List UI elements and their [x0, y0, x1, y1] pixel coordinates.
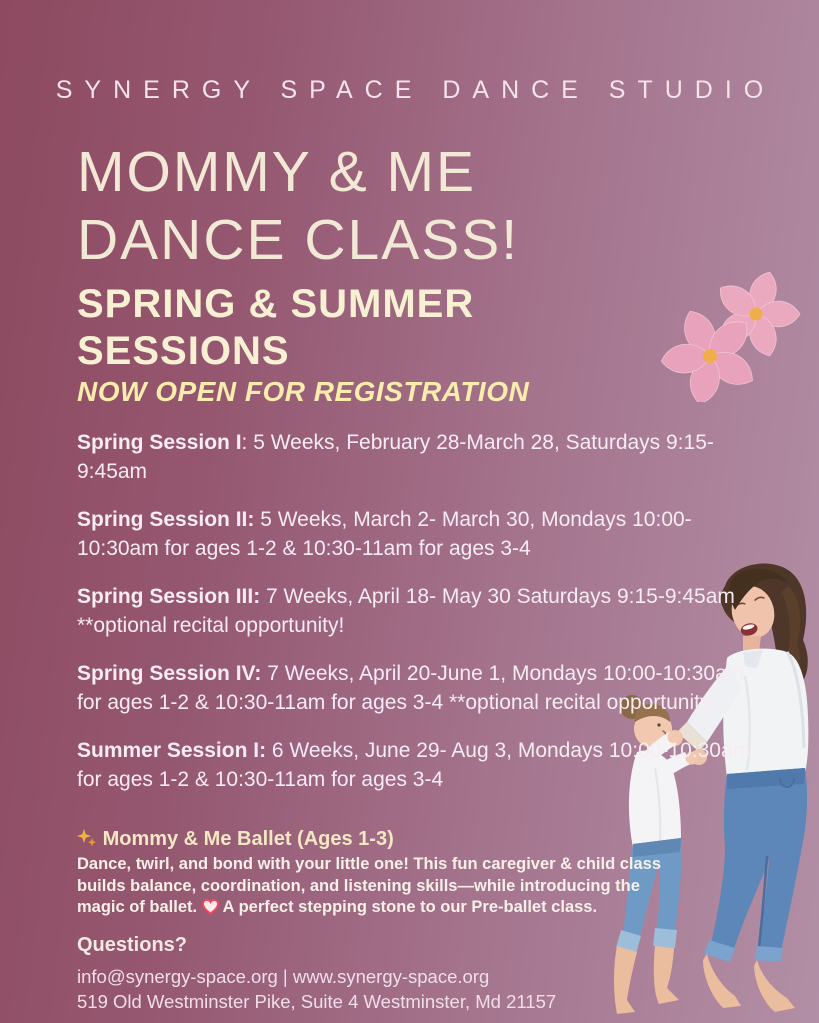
session-label: Spring Session III: [77, 585, 261, 608]
subtitle-line1: SPRING & SUMMER [77, 282, 475, 326]
session-details: 5 Weeks, March 2- March 30, Mondays 10:00-10:30am for ages 1-2 & 10:30-11am for ages 3-4 [77, 508, 692, 560]
page-title [77, 138, 519, 274]
ballet-text-before-heart: Dance, twirl, and bond with your little one! This fun caregiver & child class builds balance, coordination, and listening skills—while introducing the magic of ballet. [77, 855, 662, 916]
session-label: Summer Session I: [77, 739, 267, 762]
session-item [77, 582, 767, 640]
ballet-info-section [77, 826, 665, 919]
ballet-heading-text: Mommy & Me Ballet (Ages 1-3) [102, 828, 394, 850]
page-title-line2: DANCE CLASS! [77, 208, 520, 272]
ballet-text-after-heart: A perfect stepping stone to our Pre-ballet class. [218, 898, 598, 916]
session-item [77, 505, 767, 563]
subtitle [77, 281, 474, 375]
session-list [77, 428, 767, 813]
ballet-heading [77, 826, 665, 852]
registration-banner: NOW OPEN FOR REGISTRATION [77, 376, 530, 407]
session-details: 7 Weeks, April 20-June 1, Mondays 10:00-10:30am for ages 1-2 & 10:30-11am for ages 3-4 **optional recital opportunity! [77, 662, 745, 714]
session-label: Spring Session IV: [77, 662, 262, 685]
session-details: 6 Weeks, June 29- Aug 3, Mondays 10:00-10:30am for ages 1-2 & 10:30-11am for ages 3-4 [77, 739, 751, 791]
session-item [77, 428, 767, 486]
contact-address: 519 Old Westminster Pike, Suite 4 Westminster, Md 21157 [77, 991, 557, 1012]
session-label: Spring Session I [77, 431, 242, 454]
sparkles-icon [77, 828, 97, 848]
contact-heading: Questions? [77, 934, 188, 956]
session-details: 7 Weeks, April 18- May 30 Saturdays 9:15-9:45am **optional recital opportunity! [77, 585, 735, 637]
page-title-line1: MOMMY & ME [77, 140, 476, 204]
session-item [77, 659, 767, 717]
heart-icon [202, 899, 219, 915]
session-item [77, 736, 767, 794]
studio-name: SYNERGY SPACE DANCE STUDIO [55, 76, 776, 104]
contact-email-web: info@synergy-space.org | www.synergy-space.org [77, 966, 490, 987]
subtitle-line2: SESSIONS [77, 329, 290, 373]
plumeria-flower-image [658, 270, 810, 402]
contact-section [77, 934, 556, 1014]
ballet-description [77, 854, 665, 919]
session-label: Spring Session II: [77, 508, 255, 531]
session-details: : 5 Weeks, February 28-March 28, Saturdays 9:15-9:45am [77, 431, 714, 483]
